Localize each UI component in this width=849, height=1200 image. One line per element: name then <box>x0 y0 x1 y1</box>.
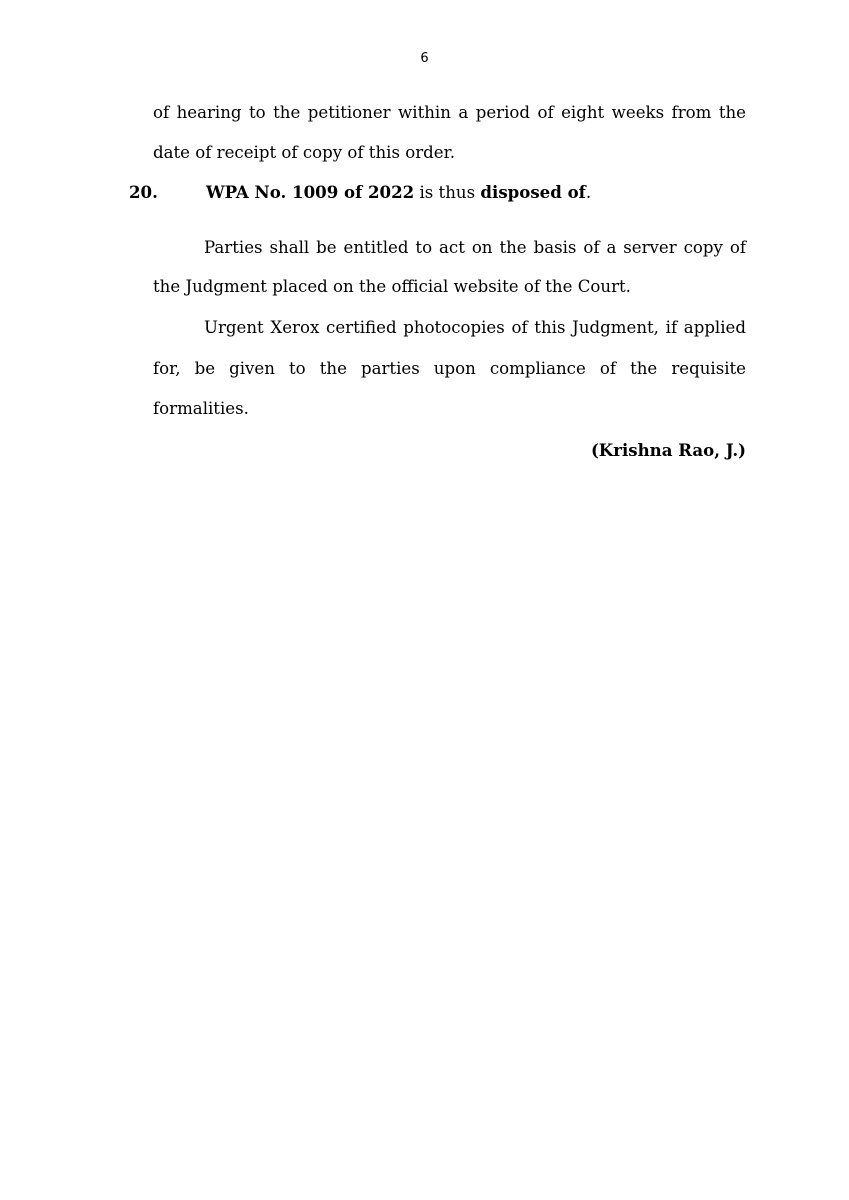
text-line: the Judgment placed on the official website of the Court. <box>153 277 631 296</box>
text-line: formalities. <box>153 399 249 418</box>
paragraph-number: 20. <box>129 182 158 202</box>
statement-end: . <box>585 183 592 202</box>
page-number: 6 <box>420 51 429 66</box>
text-line: for, be given to the parties upon compliance of the requisite <box>153 359 746 378</box>
text-line: date of receipt of copy of this order. <box>153 143 455 162</box>
text-line: of hearing to the petitioner within a period of eight weeks from the <box>153 103 746 122</box>
text-line: Parties shall be entitled to act on the basis of a server copy of <box>204 238 746 257</box>
disposal-statement <box>206 181 591 204</box>
text-line: Urgent Xerox certified photocopies of this Judgment, if applied <box>204 318 746 337</box>
case-reference: WPA No. 1009 of 2022 <box>206 182 415 202</box>
judge-signature: (Krishna Rao, J.) <box>590 440 746 460</box>
disposal-text: disposed of <box>480 182 586 202</box>
statement-text: is thus <box>414 183 481 202</box>
